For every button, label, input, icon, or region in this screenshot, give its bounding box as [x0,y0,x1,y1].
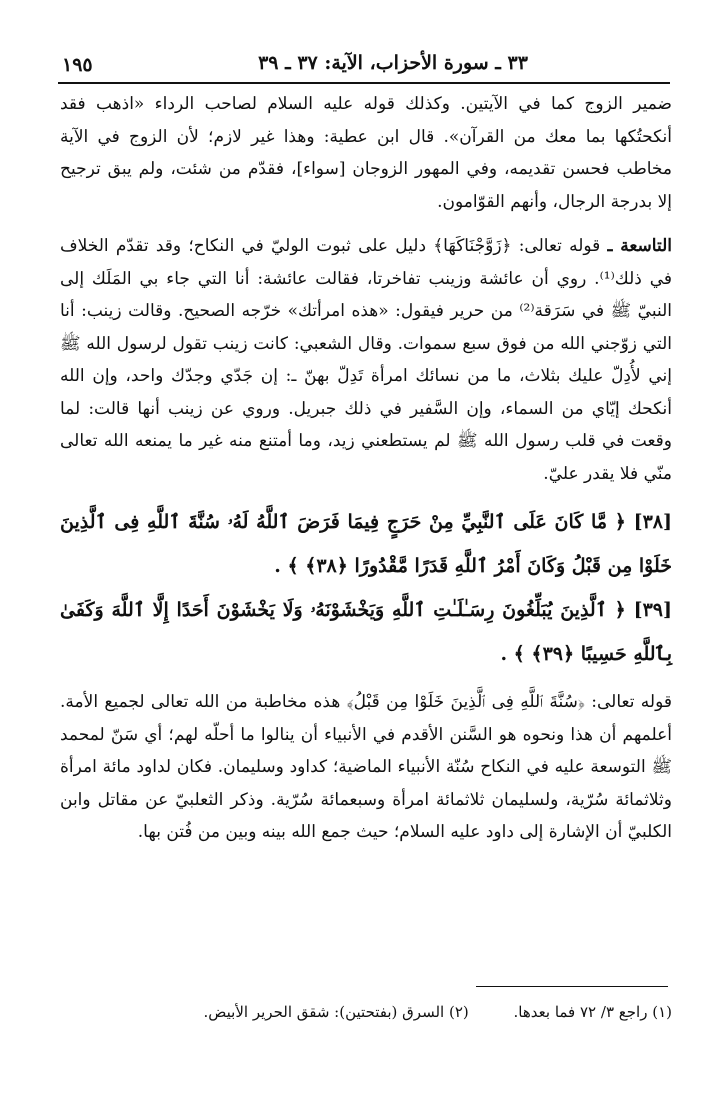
paragraph-gap [60,218,672,230]
verse-39: [٣٩] ﴿ ٱلَّذِينَ يُبَلِّغُونَ رِسَـٰلَـٰتِ ٱللَّهِ وَيَخْشَوْنَهُۥ وَلَا يَخْشَوْنَ أَحَدًا إِلَّا ٱللَّهَ وَكَفَىٰ بِٱللَّهِ حَسِيبًا ﴿٣٩﴾ ﴾ . [60,599,672,665]
paragraph-1: ضمير الزوج كما في الآيتين. وكذلك قوله عليه السلام لصاحب الرداء «اذهب فقد أنكحتُكها بما معك من القرآن». قال ابن عطية: وهذا غير لازم؛ لأن الزوج في الآية مخاطب فحسن تقديمه، وفي المهور الزوجان [سواء]، فقدّم من شئت، ولم يبق ترجيح إلا بدرجة الرجال، وأنهم القوّامون. [60,94,672,212]
running-header [58,50,668,80]
footnote-2: (٢) السرق (بفتحتين): شقق الحرير الأبيض. [203,1003,469,1021]
paragraph-3: قوله تعالى: ﴿سُنَّةَ ٱللَّهِ فِى ٱلَّذِينَ خَلَوْا مِن قَبْلُ﴾ هذه مخاطبة من الله تعالى لجميع الأمة. أعلمهم أن هذا ونحوه هو السَّنن الأقدم في الأنبياء أن ينالوا ما أحلّه لهم؛ أي سَنّ لمحمد ﷺ التوسعة عليه في النكاح سُنّة الأنبياء الماضية؛ كداود وسليمان. فكان لداود مائة امرأة وثلاثمائة سُرّية، ولسليمان ثلاثمائة امرأة وسبعمائة سُرّية. وذكر الثعلبيّ عن مقاتل وابن الكلبيّ أن الإشارة إلى داود عليه السلام؛ حيث جمع الله بينه وبين من فُتن بها. [60,692,672,842]
verse-gap [60,490,672,500]
page-number: ١٩٥ [62,54,93,76]
verse-gap [60,676,672,686]
paragraph-2 [60,230,672,490]
header-rule [58,82,670,84]
paragraph-2-text: قوله تعالى: ﴿زَوَّجْنَاكَهَا﴾ دليل على ثبوت الوليّ في النكاح؛ وقد تقدّم الخلاف في ذلك⁽¹⁾. روي أن عائشة وزينب تفاخرتا، فقالت عائشة: أنا التي جاء بي المَلَك إلى النبيّ ﷺ في سَرَقة⁽²⁾ من حرير فيقول: «هذه امرأتك» خرّجه الصحيح. وقالت زينب: أنا التي زوّجني الله من فوق سبع سموات. وقال الشعبي: كانت زينب تقول لرسول الله ﷺ إني لأُدِلّ عليك بثلاث، ما من نسائك امرأة تَدِلّ بهنّ ـ: إن جَدّي وجدّك واحد، وإن الله أنكحك إيّاي من السماء، وإن السَّفير في ذلك جبريل. وروي عن زينب أنها قالت: لما وقعت في قلب رسول الله ﷺ لم يستطعني زيد، وما أمتنع منه غير ما يمنعه الله تعالى منّي فلا يقدر عليّ. [60,236,672,484]
footnote-rule [476,986,668,987]
running-header-title: ٣٣ ـ سورة الأحزاب، الآية: ٣٧ ـ ٣٩ [258,52,528,74]
main-text [60,88,672,849]
footnote-1: (١) راجع ٣/ ٧٢ فما بعدها. [513,1003,672,1021]
paragraph-2-lead: التاسعة ـ [607,236,673,256]
footnotes [60,1000,672,1024]
verse-38: [٣٨] ﴿ مَّا كَانَ عَلَى ٱلنَّبِيِّ مِنْ حَرَجٍ فِيمَا فَرَضَ ٱللَّهُ لَهُۥ سُنَّةَ ٱللَّهِ فِى ٱلَّذِينَ خَلَوْا مِن قَبْلُ وَكَانَ أَمْرُ ٱللَّهِ قَدَرًا مَّقْدُورًا ﴿٣٨﴾ ﴾ . [60,511,672,577]
